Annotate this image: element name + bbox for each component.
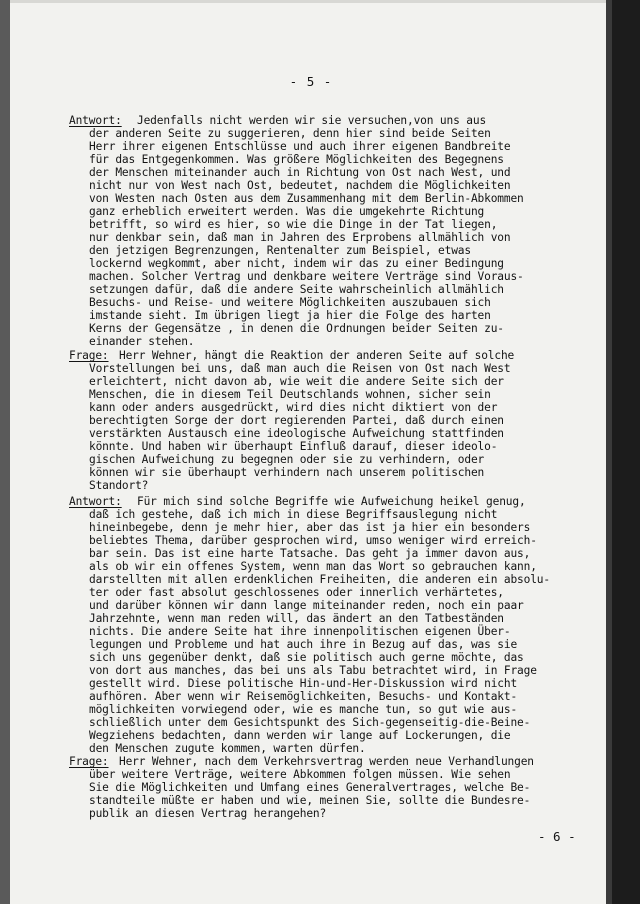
text-line: ter oder fast absolut geschlossenes oder innerlich verhärtetes, xyxy=(89,586,504,599)
text-line: Jahrzehnte, wenn man reden will, das ändert an den Tatbeständen xyxy=(89,612,504,625)
text-line: möglichkeiten vorwiegend oder, wie es manche tun, so gut wie aus- xyxy=(89,703,518,716)
text-line: von Westen nach Osten aus dem Zusammenhang mit dem Berlin-Abkommen xyxy=(89,192,524,205)
speaker-label: Frage: xyxy=(69,755,109,768)
text-line: einander stehen. xyxy=(89,335,195,348)
text-line: Herr Wehner, hängt die Reaktion der anderen Seite auf solche xyxy=(119,349,515,362)
text-line: erleichtert, nicht davon ab, wie weit die andere Seite sich der xyxy=(89,375,504,388)
text-line: Jedenfalls nicht werden wir sie versuchen,von uns aus xyxy=(137,114,487,127)
text-line: Menschen, die in diesem Teil Deutschlands wohnen, sicher sein xyxy=(89,388,491,401)
text-line: Herr Wehner, nach dem Verkehrsvertrag werden neue Verhandlungen xyxy=(119,755,534,768)
text-line: standteile müßte er haben und wie, meinen Sie, sollte die Bundesre- xyxy=(89,794,531,807)
text-line: nur denkbar sein, daß man in Jahren des Erprobens allmählich von xyxy=(89,231,511,244)
speaker-label: Antwort: xyxy=(69,495,122,508)
text-line: nichts. Die andere Seite hat ihre innenpolitischen eigenen Über- xyxy=(89,625,511,638)
text-line: den Menschen zugute kommen, warten dürfen. xyxy=(89,742,366,755)
text-line: setzungen dafür, daß die andere Seite wahrscheinlich allmählich xyxy=(89,283,504,296)
text-line: publik an diesen Vertrag herangehen? xyxy=(89,807,327,820)
text-line: ganz erheblich erweitert werden. Was die umgekehrte Richtung xyxy=(89,205,485,218)
text-line: betrifft, so wird es hier, so wie die Dinge in der Tat liegen, xyxy=(89,218,498,231)
speaker-label: Antwort: xyxy=(69,114,122,127)
text-line: Vorstellungen bei uns, daß man auch die Reisen von Ost nach West xyxy=(89,362,511,375)
text-line: Herr ihrer eigenen Entschlüsse und auch ihrer eigenen Bandbreite xyxy=(89,140,511,153)
text-line: machen. Solcher Vertrag und denkbare weitere Verträge sind Voraus- xyxy=(89,270,524,283)
text-line: der anderen Seite zu suggerieren, denn hier sind beide Seiten xyxy=(89,127,491,140)
text-line: und darüber können wir dann lange miteinander reden, noch ein paar xyxy=(89,599,524,612)
document-page xyxy=(10,0,612,904)
text-line: der Menschen miteinander auch in Richtung von Ost nach West, und xyxy=(89,166,511,179)
text-line: gestellt wird. Diese politische Hin-und-Her-Diskussion wird nicht xyxy=(89,677,518,690)
text-line: bar sein. Das ist eine harte Tatsache. Das geht ja immer davon aus, xyxy=(89,547,531,560)
text-line: daß ich gestehe, daß ich mich in diese Begriffsauslegung nicht xyxy=(89,508,498,521)
text-line: beliebtes Thema, darüber gesprochen wird, umso weniger wird erreich- xyxy=(89,534,537,547)
text-line: nicht nur von West nach Ost, bedeutet, nachdem die Möglichkeiten xyxy=(89,179,511,192)
text-line: als ob wir ein offenes System, wenn man das Wort so gebrauchen kann, xyxy=(89,560,537,573)
scan-border-right xyxy=(612,0,640,904)
text-line: verstärkten Austausch eine ideologische Aufweichung stattfinden xyxy=(89,427,504,440)
next-page-marker: - 6 - xyxy=(538,829,576,844)
text-line: aufhören. Aber wenn wir Reisemöglichkeiten, Besuchs- und Kontakt- xyxy=(89,690,518,703)
text-line: können wir sie überhaupt verhindern nach unserem politischen xyxy=(89,466,485,479)
text-line: legungen und Probleme und hat auch ihre in Bezug auf das, was sie xyxy=(89,638,518,651)
text-line: Für mich sind solche Begriffe wie Aufweichung heikel genug, xyxy=(137,495,526,508)
page-number: - 5 - xyxy=(289,74,333,89)
text-line: für das Entgegenkommen. Was größere Möglichkeiten des Begegnens xyxy=(89,153,504,166)
text-line: darstellten mit allen erdenklichen Freiheiten, die anderen ein absolu- xyxy=(89,573,550,586)
text-line: Standort? xyxy=(89,479,149,492)
text-line: den jetzigen Begrenzungen, Rentenalter zum Beispiel, etwas xyxy=(89,244,471,257)
text-line: könnte. Und haben wir überhaupt Einfluß darauf, dieser ideolo- xyxy=(89,440,498,453)
text-line: schließlich unter dem Gesichtspunkt des Sich-gegenseitig-die-Beine- xyxy=(89,716,531,729)
text-line: Sie die Möglichkeiten und Umfang eines Generalvertrages, welche Be- xyxy=(89,781,531,794)
text-line: kann oder anders ausgedrückt, wird dies nicht diktiert von der xyxy=(89,401,498,414)
speaker-label: Frage: xyxy=(69,349,109,362)
text-line: hineinbegebe, denn je mehr hier, aber das ist ja hier ein besonders xyxy=(89,521,531,534)
text-line: von dort aus manches, das bei uns als Tabu betrachtet wird, in Frage xyxy=(89,664,537,677)
text-line: lockernd wegkommt, aber nicht, indem wir das zu einer Bedingung xyxy=(89,257,504,270)
text-line: gischen Aufweichung zu begegnen oder sie zu verhindern, oder xyxy=(89,453,485,466)
page-top-edge xyxy=(10,0,612,3)
text-line: Wegziehens bedachten, dann werden wir lange auf Lockerungen, die xyxy=(89,729,511,742)
text-line: Kerns der Gegensätze , in denen die Ordnungen beider Seiten zu- xyxy=(89,322,504,335)
text-line: sich uns gegenüber denkt, daß sie politisch auch gerne möchte, das xyxy=(89,651,524,664)
text-line: berechtigten Sorge der dort regierenden Partei, daß durch einen xyxy=(89,414,504,427)
text-line: über weitere Verträge, weitere Abkommen folgen müssen. Wie sehen xyxy=(89,768,511,781)
text-line: Besuchs- und Reise- und weitere Möglichkeiten auszubauen sich xyxy=(89,296,491,309)
text-line: imstande sieht. Im übrigen liegt ja hier die Folge des harten xyxy=(89,309,491,322)
